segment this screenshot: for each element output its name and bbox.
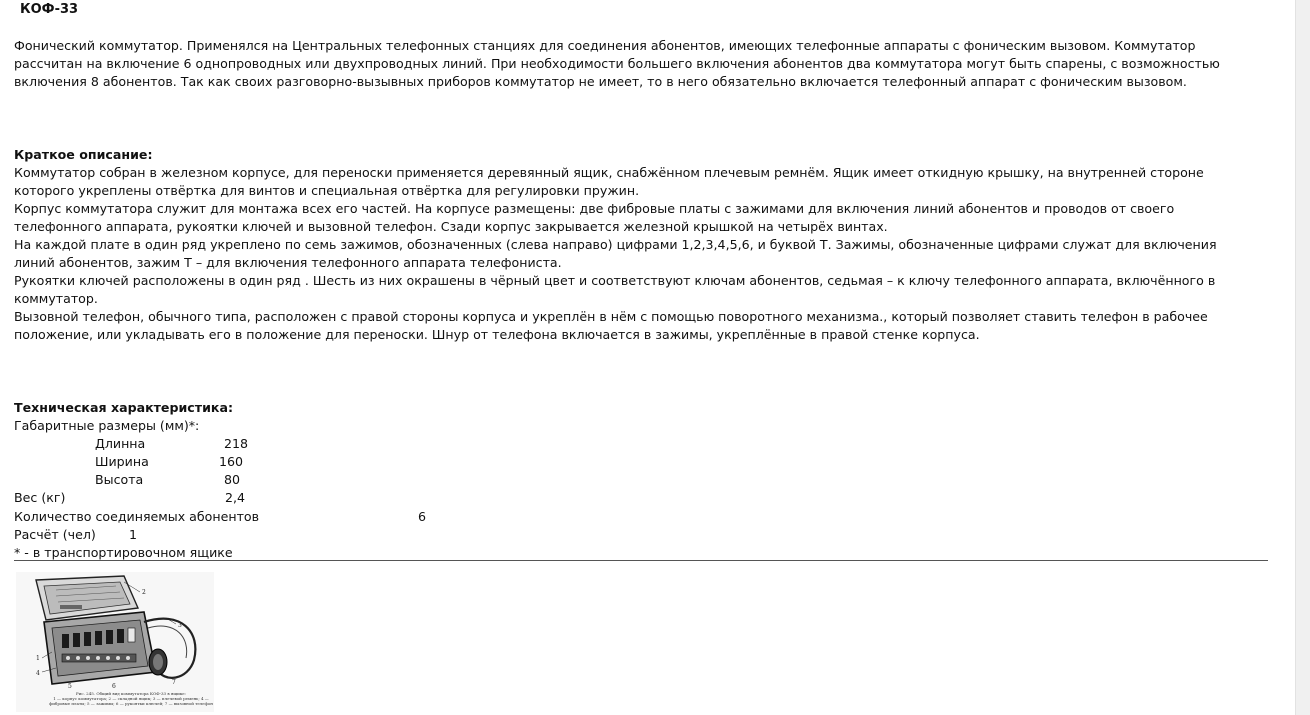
tech-heading: Техническая характеристика: [14, 400, 233, 415]
width-label: Ширина [95, 454, 149, 469]
description-line: Вызовной телефон, обычного типа, расположен с правой стороны корпуса и укреплён в нём с помощью поворотного механизма., который позволяет ставить телефон в рабочее [14, 309, 1208, 324]
intro-line: включения 8 абонентов. Так как своих разговорно-вызывных приборов коммутатор не имеет, то в него обязательно включается телефонный аппарат с фоническим вызовом. [14, 74, 1187, 89]
figure-caption [46, 691, 216, 706]
dimensions-label: Габаритные размеры (мм)*: [14, 418, 200, 433]
description-line: Корпус коммутатора служит для монтажа всех его частей. На корпусе размещены: две фибровые платы с зажимами для включения линий абонентов и проводов от своего [14, 201, 1175, 216]
description-body [14, 164, 1274, 344]
figure-label: 5 [68, 683, 72, 690]
height-label: Высота [95, 472, 144, 487]
crew-value: 1 [129, 527, 138, 542]
description-line: линий абонентов, зажим Т – для включения телефонного аппарата телефониста. [14, 255, 562, 270]
figure-label: 7 [172, 679, 176, 686]
description-line: положение, или укладывать его в положение для переноски. Шнур от телефона включается в зажимы, укреплённые в правой стенке корпуса. [14, 327, 980, 342]
crew-label: Расчёт (чел) [14, 527, 96, 542]
length-value: 218 [224, 436, 249, 451]
description-line: На каждой плате в один ряд укреплено по семь зажимов, обозначенных (слева направо) цифрами 1,2,3,4,5,6, и буквой Т. Зажимы, обозначенные цифрами служат для включения [14, 237, 1217, 252]
switchboard-figure [16, 572, 214, 712]
figure-label: 6 [112, 683, 116, 690]
figure-caption-title: Рис. 245. Общий вид коммутатора КОФ-33 в ящике: [76, 691, 186, 696]
width-value: 160 [219, 454, 244, 469]
description-line: Рукоятки ключей расположены в один ряд . Шесть из них окрашены в чёрный цвет и соответствуют ключам абонентов, седьмая – к ключу телефонного аппарата, включённого в [14, 273, 1216, 288]
description-heading: Краткое описание: [14, 147, 153, 162]
subscribers-value: 6 [418, 509, 427, 524]
weight-value: 2,4 [225, 490, 246, 505]
intro-line: Фонический коммутатор. Применялся на Центральных телефонных станциях для соединения абонентов, имеющих телефонные аппараты с фоническим вызовом. Коммутатор [14, 38, 1196, 53]
vertical-scrollbar[interactable] [1295, 0, 1310, 715]
figure-label: 4 [36, 670, 40, 677]
switchboard-illustration [16, 572, 214, 690]
description-line: телефонного аппарата, рукоятки ключей и вызовной телефон. Сзади корпус закрывается железной крышкой на четырёх винтах. [14, 219, 888, 234]
description-line: коммутатор. [14, 291, 98, 306]
figure-label: 2 [142, 589, 146, 596]
length-label: Длинна [95, 436, 146, 451]
intro-line: рассчитан на включение 6 однопроводных или двухпроводных линий. При необходимости большего включения абонентов два коммутатора могут быть спарены, с возможностью [14, 56, 1220, 71]
figure-label: 3 [178, 622, 182, 629]
description-line: Коммутатор собран в железном корпусе, для переноски применяется деревянный ящик, снабжённом плечевым ремнём. Ящик имеет откидную крышку, на внутренней стороне [14, 165, 1204, 180]
weight-label: Вес (кг) [14, 490, 66, 505]
footnote: * - в транспортировочном ящике [14, 545, 233, 560]
description-line: которого укреплены отвёртка для винтов и специальная отвёртка для регулировки пружин. [14, 183, 640, 198]
intro-paragraph [14, 37, 1274, 91]
height-value: 80 [224, 472, 241, 487]
figure-label: 1 [36, 655, 40, 662]
figure-caption-body: 1 — корпус коммутатора; 2 — складной ящик; 3 — плечевой ремень; 4 — фибровые платы; 5 — зажимы; 6 — рукоятки ключей; 7 — вызовной телефон [49, 696, 213, 706]
divider [14, 560, 1268, 561]
page-title: КОФ-33 [20, 2, 79, 17]
subscribers-label: Количество соединяемых абонентов [14, 509, 260, 524]
